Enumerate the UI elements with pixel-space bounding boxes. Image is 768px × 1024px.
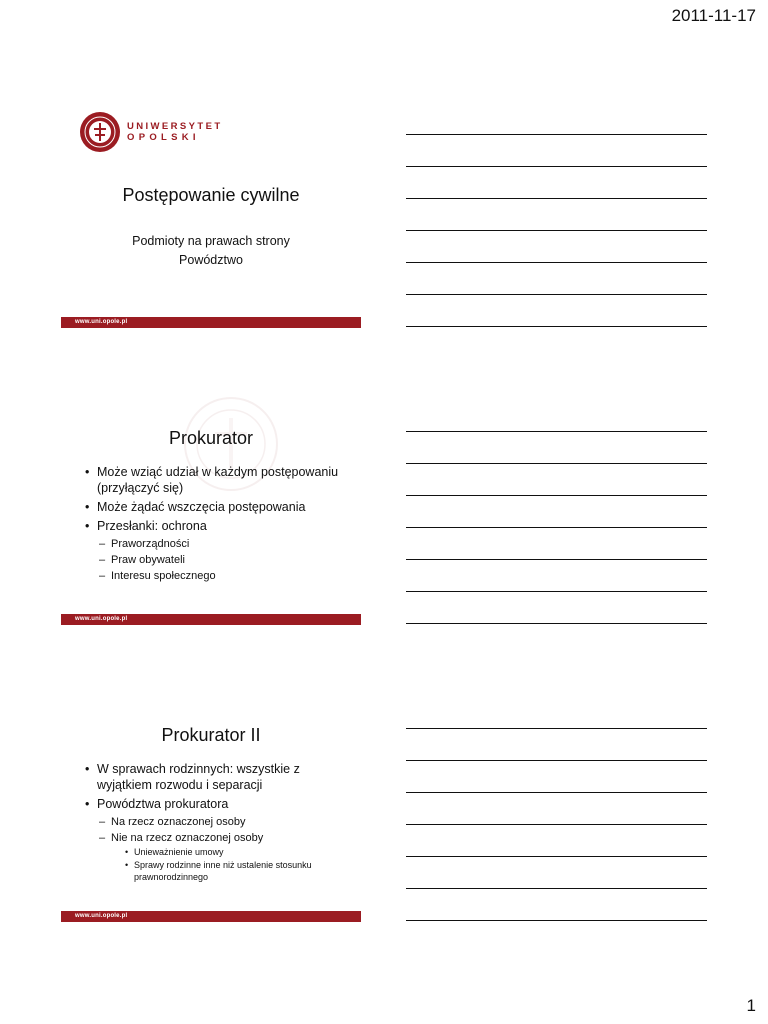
bullet-list	[85, 464, 355, 587]
slide-footer-bar: www.uni.opole.pl	[61, 317, 361, 328]
note-line	[406, 294, 707, 295]
slide-footer-bar: www.uni.opole.pl	[61, 614, 361, 625]
note-line	[406, 166, 707, 167]
note-line	[406, 527, 707, 528]
note-line	[406, 920, 707, 921]
slide-1	[61, 33, 361, 328]
print-date: 2011-11-17	[671, 6, 756, 25]
note-line	[406, 262, 707, 263]
slide-subtitle	[61, 232, 361, 270]
note-line	[406, 760, 707, 761]
slide-3	[61, 627, 361, 922]
bullet-list	[85, 761, 355, 886]
logo-line-2: OPOLSKI	[127, 132, 200, 143]
bullet-text: Powództwa prokuratora	[97, 797, 229, 811]
sub-bullet-item: – Na rzecz oznaczonej osoby	[97, 814, 355, 830]
note-line	[406, 824, 707, 825]
slide-footer-bar: www.uni.opole.pl	[61, 911, 361, 922]
university-seal-icon	[79, 111, 121, 153]
bullet-item: • W sprawach rodzinnych: wszystkie z wyjątkiem rozwodu i separacji	[85, 761, 355, 793]
sub-sub-bullet-item: • Sprawy rodzinne inne niż ustalenie stosunku prawnorodzinnego	[125, 859, 355, 883]
sub-bullet-list	[97, 536, 355, 584]
note-line	[406, 856, 707, 857]
bullet-item: • Może żądać wszczęcia postępowania	[85, 499, 355, 515]
slide-2	[61, 330, 361, 625]
page-number: 1	[746, 996, 756, 1015]
note-line	[406, 431, 707, 432]
sub-bullet-item: – Praworządności	[97, 536, 355, 552]
note-line	[406, 198, 707, 199]
slide-title: Prokurator	[168, 428, 254, 448]
note-line	[406, 326, 707, 327]
slide-title: Postępowanie cywilne	[122, 185, 300, 205]
sub-bullet-item: – Interesu społecznego	[97, 568, 355, 584]
note-line	[406, 888, 707, 889]
note-line	[406, 623, 707, 624]
note-line	[406, 728, 707, 729]
logo-line-1: UNIWERSYTET	[127, 121, 223, 132]
sub-sub-bullet-list	[111, 846, 355, 883]
sub-bullet-item: – Praw obywateli	[97, 552, 355, 568]
logo-wordmark	[127, 121, 223, 143]
university-logo	[79, 111, 223, 153]
subtitle-line: Podmioty na prawach strony	[132, 234, 290, 248]
bullet-text: Przesłanki: ochrona	[97, 519, 207, 533]
subtitle-line: Powództwo	[179, 253, 243, 267]
note-line	[406, 230, 707, 231]
bullet-item: • Może wziąć udział w każdym postępowaniu (przyłączyć się)	[85, 464, 355, 496]
slide-title: Prokurator II	[161, 725, 261, 745]
note-line	[406, 559, 707, 560]
sub-bullet-text: Nie na rzecz oznaczonej osoby	[111, 832, 264, 844]
sub-bullet-item	[97, 830, 355, 883]
bullet-item	[85, 518, 355, 584]
bullet-item	[85, 796, 355, 883]
note-line	[406, 591, 707, 592]
sub-bullet-list	[97, 814, 355, 883]
note-line	[406, 463, 707, 464]
sub-sub-bullet-item: • Unieważnienie umowy	[125, 846, 355, 858]
note-line	[406, 495, 707, 496]
note-line	[406, 134, 707, 135]
note-line	[406, 792, 707, 793]
